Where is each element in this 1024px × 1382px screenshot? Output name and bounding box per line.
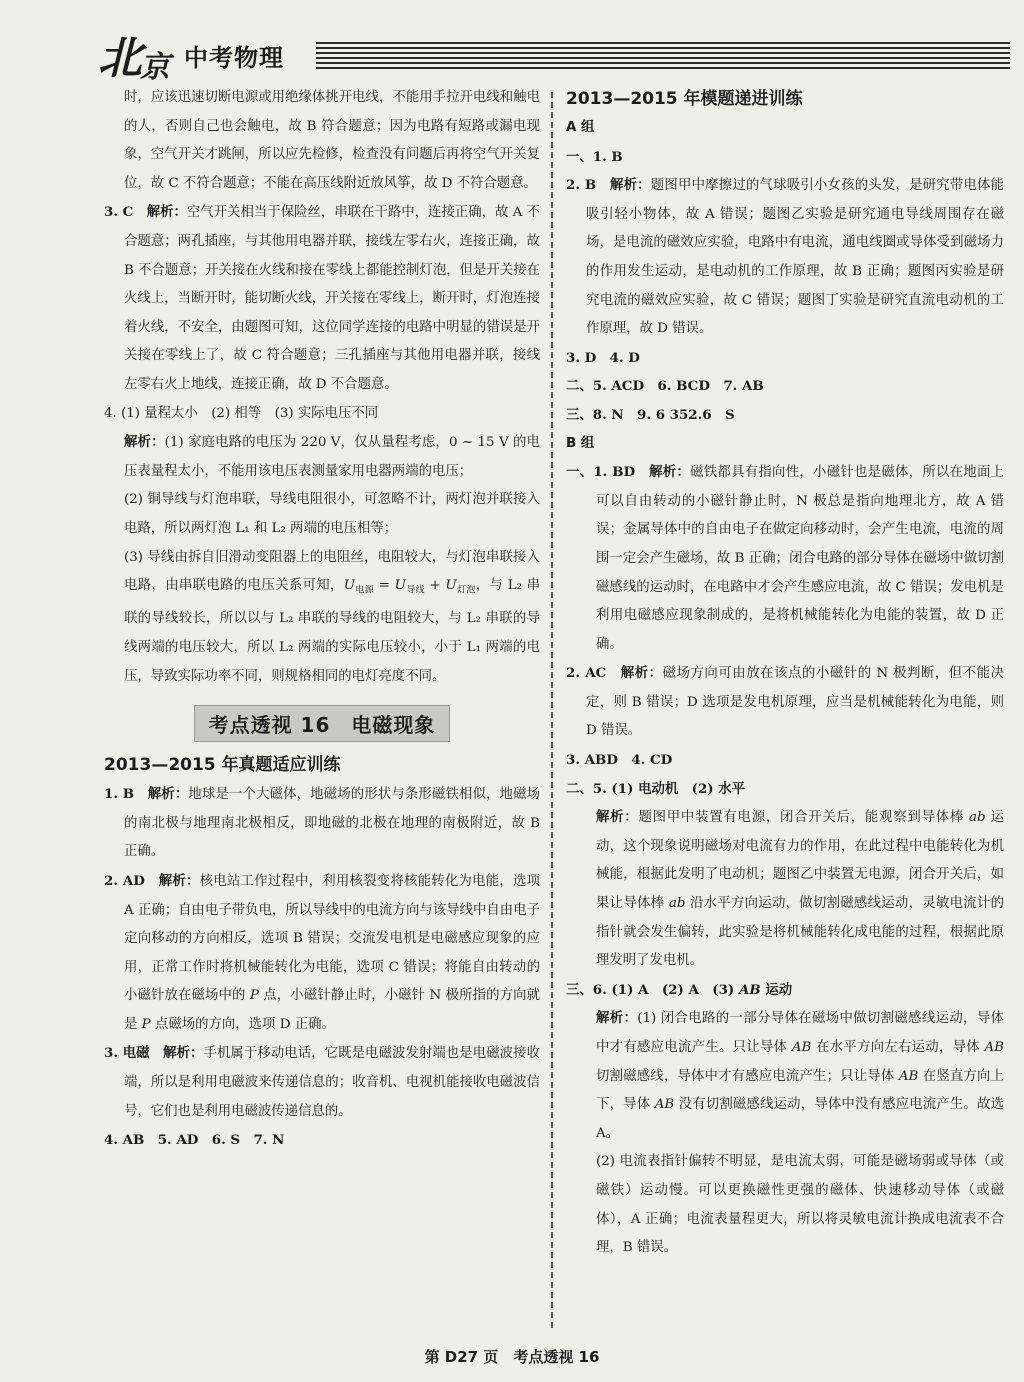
answer-number: 3. C <box>104 204 134 221</box>
b-answer-2 <box>566 659 1004 746</box>
analysis-text: 题图甲中摩擦过的气球吸引小女孩的头发，是研究带电体能吸引轻小物体，故 A 错误；题图乙实验是研究通电导线周围存在磁场，是电流的磁效应实验，电路中有电流，通电线圈或导体受到磁场力的作用发生运动，是电动机的工作原理，故 B 正确；题图丙实验是研究电流的磁效应实验，故 C 错误；题图丁实验是研究直流电动机的工作原理，故 D 错误。 <box>586 178 1005 337</box>
b-answer-5: 二、5. (1) 电动机 (2) 水平 <box>566 780 746 797</box>
formula-plus: + <box>424 578 446 594</box>
analysis-label: 解析： <box>596 809 639 826</box>
logo-char-1: 北 <box>98 33 140 84</box>
point-label: P <box>249 988 259 1004</box>
formula-sub: 导线 <box>405 585 425 596</box>
analysis-text: 运动，这个现象说明磁场对电流有力的作用，在此过程中电能转化为机械能，根据此发明了电动机；题图乙中装置无电源，闭合开关后，如果让导体棒 <box>596 810 1005 912</box>
answer-4-analysis-1 <box>104 428 540 486</box>
analysis-label: 解析： <box>147 786 189 803</box>
formula-eq: = <box>374 578 395 594</box>
real-answer-1 <box>104 780 540 867</box>
formula-u: U <box>394 578 406 594</box>
answer-3 <box>104 198 540 399</box>
group-b-label: B 组 <box>566 435 595 451</box>
formula-u: U <box>445 578 457 594</box>
analysis-text: 在竖直方向上下，导体 <box>596 1068 1004 1113</box>
analysis-text: (1) 闭合电路的一部分导体在磁场中做切割磁感线运动，导体中才有感应电流产生。只让导体 <box>596 1011 1004 1055</box>
b-answers-3-4: 3. ABD 4. CD <box>566 752 673 769</box>
analysis-text: (1) 家庭电路的电压为 220 V，仅从量程考虑，0 ~ 15 V 的电压表量程太小，不能用该电压表测量家用电器两端的电压； <box>124 435 540 479</box>
analysis-text: 空气开关相当于保险丝，串联在干路中，连接正确，故 A 不合题意；两孔插座，与其他用电器并联，接线左零右火，连接正确，故 B 不合题意；开关接在火线和接在零线上都能控制灯泡，但是开关接在火线上，当断开时，能切断火线，开关接在零线上，断开时，灯泡连接着火线，不安全，由题图可知，这位同学连接的电路中明显的错误是开关接在零线上了，故 C 符合题意；三孔插座与其他用电器并联，接线左零右火上地线，连接正确，故 D 不合题意。 <box>124 205 541 392</box>
analysis-label: 解析： <box>163 1045 204 1062</box>
answer-number: 运动 <box>760 981 793 998</box>
formula-sub: 电源 <box>355 585 375 596</box>
real-answer-3 <box>104 1039 540 1126</box>
logo-char-2: 京 <box>140 50 170 85</box>
analysis-text: 在水平方向左右运动，导体 <box>811 1040 985 1055</box>
answer-number: 3. 电磁 <box>104 1045 150 1062</box>
analysis-label: 解析： <box>124 434 165 451</box>
point-label: P <box>141 1016 151 1032</box>
continued-paragraph: 时，应该迅速切断电源或用绝缘体挑开电线，不能用手拉开电线和触电的人，否则自己也会触电，故 B 符合题意；因为电路有短路或漏电现象，空气开关才跳闸，所以应先检修，检查没有问题后再将空气开关复位，故 C 不符合题意；不能在高压线附近放风筝，故 D 不符合题意。 <box>124 90 540 191</box>
rod-label: AB <box>738 981 761 998</box>
topic-banner-wrap <box>104 705 540 742</box>
subject-title: 中考物理 <box>184 44 284 72</box>
analysis-text: 切割磁感线，导体中才有感应电流产生；只让导体 <box>596 1068 899 1084</box>
answer-number: 2. AC <box>566 665 607 682</box>
formula-u: U <box>343 578 356 594</box>
a-answers-8-9: 三、8. N 9. 6 352.6 S <box>566 406 735 423</box>
rod-label: ab <box>969 810 986 826</box>
analysis-text: 磁铁都具有指向性，小磁针也是磁体，所以在地面上可以自由转动的小磁针静止时，N 极总是指向地理北方，故 A 错误；金属导体中的自由电子在做定向移动时，会产生电流，电流的周围一定会产生磁场，故 B 正确；闭合电路的部分导体在磁场中做切割磁感线的运动时，在电路中才会产生感应电流，故 C 错误；发电机是利用电磁感应现象制成的，是将机械能转化为电能的装置，故 D 正确。 <box>596 465 1005 652</box>
b-answer-6-analysis-2: (2) 电流表指针偏转不明显，是电流太弱，可能是磁场弱或导体（或磁铁）运动慢。可以更换磁性更强的磁体、快速移动导体（或磁体），A 正确；电流表量程更大，所以将灵敏电流计换成电流表不合理，B 错误。 <box>596 1154 1004 1256</box>
formula-sub: 灯泡 <box>456 585 476 596</box>
header-rule-lines <box>316 42 1010 70</box>
topic-banner: 考点透视 16 电磁现象 <box>194 705 451 742</box>
page-footer: 第 D27 页 考点透视 16 <box>424 1348 600 1366</box>
analysis-text: 手机属于移动电话，它既是电磁波发射端也是电磁波接收端，所以是利用电磁波来传递信息的；收音机、电视机能接收电磁波信号，它们也是利用电磁波传递信息的。 <box>124 1046 540 1119</box>
analysis-text: 点磁场的方向，选项 D 正确。 <box>150 1016 335 1032</box>
section-title: 2013—2015 年真题适应训练 <box>104 755 341 776</box>
answer-number: 2. B <box>566 177 597 194</box>
answer-4-analysis-2: (2) 铜导线与灯泡串联，导线电阻很小，可忽略不计，两灯泡并联接入电路，所以两灯泡 L₁ 和 L₂ 两端的电压相等； <box>124 492 540 536</box>
analysis-text: ，与 L₂ 串联的导线较长，所以以与 L₂ 串联的导线的电阻较大，与 L₂ 串联的导线两端的电压较大，所以 L₂ 两端的实际电压较小，小于 L₁ 两端的电压，导致实际功率不同，则规格相同的电灯亮度不同。 <box>124 578 541 684</box>
rod-label: AB <box>898 1068 919 1084</box>
group-a-label: A 组 <box>566 120 595 135</box>
analysis-text: 沿水平方向运动，做切割磁感线运动，灵敏电流计的指针就会发生偏转，此实验是将机械能转化成电能的过程，根据此原理发明了发电机。 <box>596 896 1004 969</box>
column-divider <box>551 92 553 1328</box>
answer-number: 1. B <box>104 786 135 803</box>
real-answers-4-7: 4. AB 5. AD 6. S 7. N <box>104 1132 285 1149</box>
a-answer-2 <box>566 171 1004 344</box>
left-column <box>104 84 540 1155</box>
answer-number: 三、6. (1) A (2) A (3) <box>566 981 739 998</box>
a-answers-3-4: 3. D 4. D <box>566 349 640 366</box>
analysis-label: 解析： <box>620 665 663 682</box>
answer-number: 2. AD <box>104 872 145 889</box>
answer-4-analysis-3 <box>104 544 540 692</box>
a-answer-1: 一、1. B <box>566 148 623 165</box>
b-answer-1 <box>566 458 1004 659</box>
analysis-text: 点，小磁针静止时，小磁针 N 极所指的方向就是 <box>124 988 540 1032</box>
rod-label: AB <box>984 1040 1004 1055</box>
answer-4: 4. (1) 量程太小 (2) 相等 (3) 实际电压不同 <box>104 405 379 421</box>
analysis-text: 没有切割磁感线运动，导体中没有感应电流产生。故选 A。 <box>596 1097 1004 1141</box>
real-answer-2 <box>104 867 540 1040</box>
analysis-label: 解析： <box>609 177 651 194</box>
analysis-label: 解析： <box>649 464 691 481</box>
analysis-text: 磁场方向可由放在该点的小磁针的 N 极判断，但不能决定，则 B 错误；D 选项是发电机原理，应当是机械能转化为电能，则 D 错误。 <box>586 666 1005 739</box>
analysis-label: 解析： <box>158 872 200 889</box>
answer-number: 一、1. BD <box>566 464 636 481</box>
beijing-logo <box>98 22 170 86</box>
b-answer-6-analysis-1 <box>566 1004 1004 1148</box>
rod-label: AB <box>791 1040 812 1055</box>
right-column <box>566 84 1004 1263</box>
analysis-label: 解析： <box>596 1010 638 1027</box>
analysis-text: (3) 导线由拆自旧滑动变阻器上的电阻丝，电阻较大，与灯泡串联接入电路，由串联电路的电压关系可知， <box>124 549 540 594</box>
analysis-text: 题图甲中装置有电源，闭合开关后，能观察到导体棒 <box>638 810 970 826</box>
b-answer-5-analysis <box>566 803 1004 976</box>
analysis-label: 解析： <box>146 204 187 221</box>
analysis-text: 地球是一个大磁体，地磁场的形状与条形磁铁相似，地磁场的南北极与地理南北极相反，即地磁的北极在地理的南极附近，故 B 正确。 <box>124 787 541 860</box>
analysis-text: 核电站工作过程中，利用核裂变将核能转化为电能，选项 A 正确；自由电子带负电，所以导线中的电流方向与该导线中自由电子定向移动的方向相反，选项 B 错误；交流发电机是电磁感应现象的应用，正常工作时将机械能转化为电能，选项 C 错误；将能自由转动的小磁针放在磁场中的 <box>124 873 541 1004</box>
a-answers-5-7: 二、5. ACD 6. BCD 7. AB <box>566 378 764 395</box>
b-answer-6 <box>566 976 1004 1005</box>
rod-label: ab <box>668 896 686 912</box>
page-header <box>98 22 1024 85</box>
section-title: 2013—2015 年模题递进训练 <box>566 89 803 109</box>
rod-label: AB <box>654 1097 675 1113</box>
